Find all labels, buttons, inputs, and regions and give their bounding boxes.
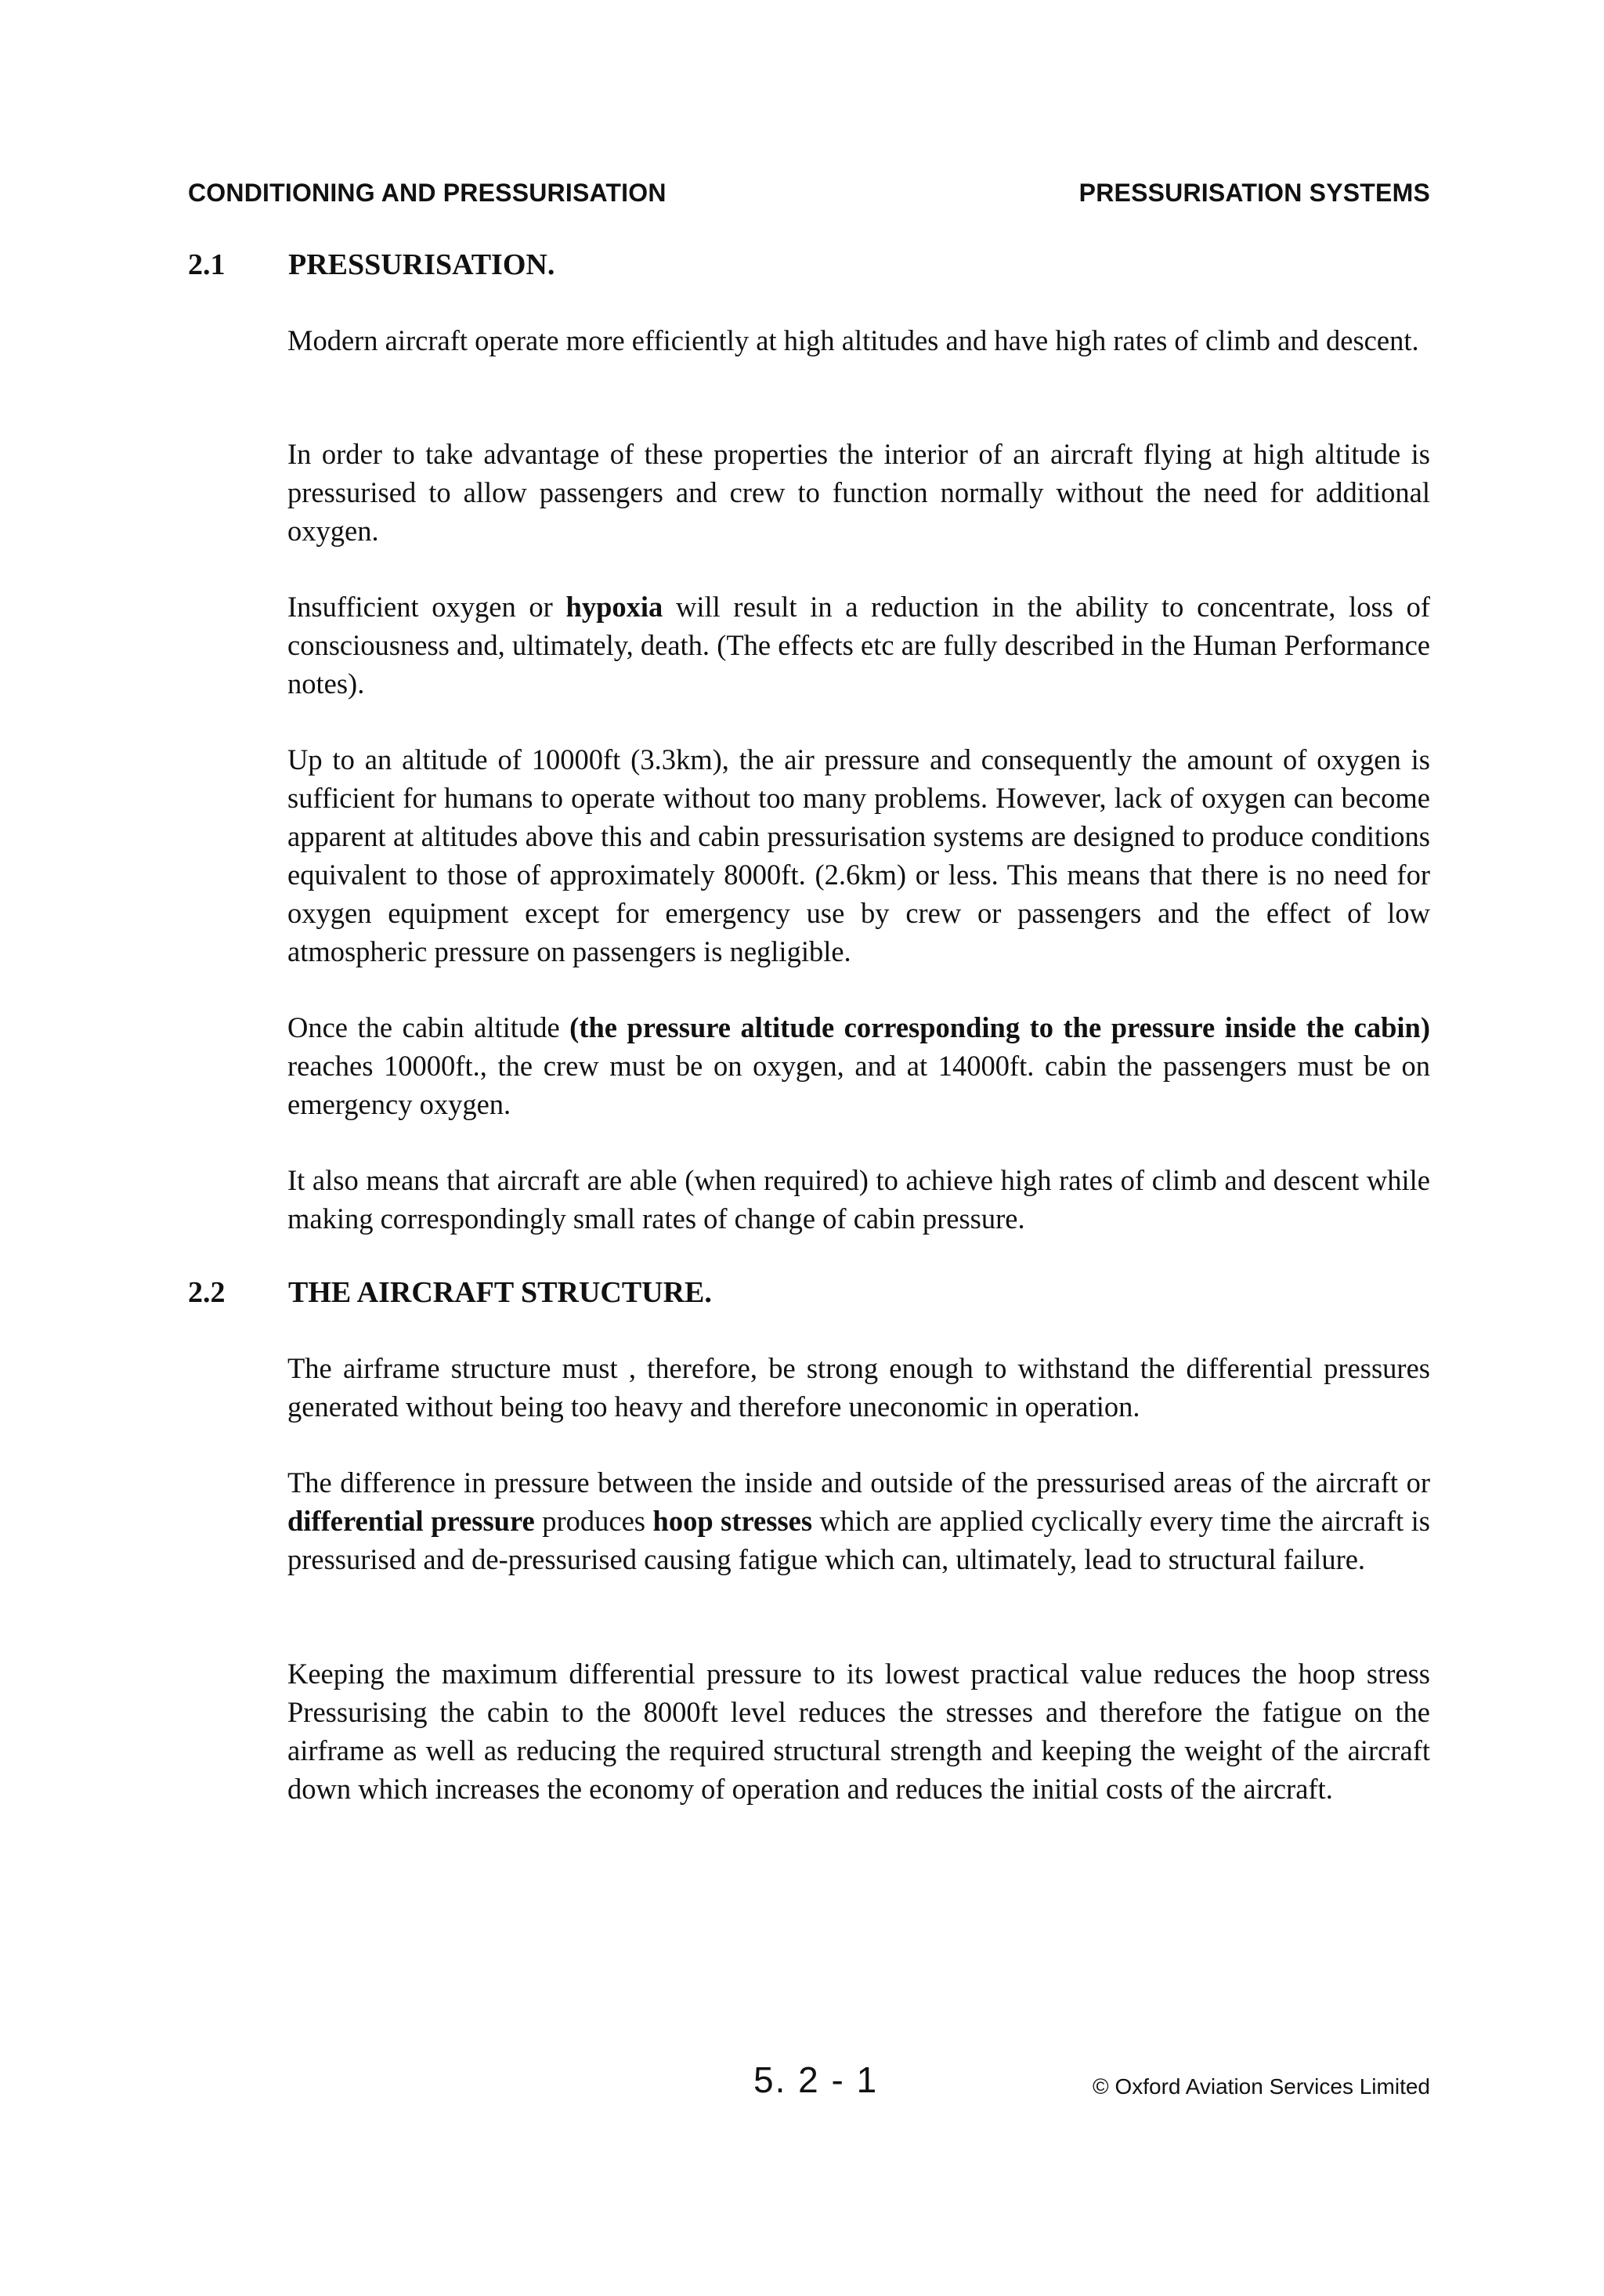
term-hypoxia: hypoxia bbox=[565, 591, 663, 623]
section-number: 2.1 bbox=[188, 248, 226, 281]
paragraph-text: Up to an altitude of 10000ft (3.3km), the air pressure and consequently the amount of oxygen is sufficient for humans to operate without too many problems. However, lack of oxygen can become apparent at altitudes above this and cabin pressurisation systems are designed to produce conditions equivalent to those of approximately 8000ft. (2.6km) or less. This means that there is no need for oxygen equipment except for emergency use by crew or passengers and the effect of low atmospheric pressure on passengers is negligible. bbox=[287, 743, 1430, 967]
paragraph-text: reaches 10000ft., the crew must be on oxygen, and at 14000ft. cabin the passengers must be on emergency oxygen. bbox=[287, 1050, 1430, 1120]
paragraph-text: will result in a reduction in the ability to concentrate, loss of consciousness and, ultimately, death. (The effects etc are fully described in the Human Performance notes). bbox=[287, 591, 1430, 700]
paragraph-text: It also means that aircraft are able (when required) to achieve high rates of climb and descent while making correspondingly small rates of change of cabin pressure. bbox=[287, 1164, 1430, 1235]
paragraph-text: In order to take advantage of these properties the interior of an aircraft flying at high altitude is pressurised to allow passengers and crew to function normally without the need for additional oxygen. bbox=[287, 438, 1430, 547]
paragraph-text: Insufficient oxygen or bbox=[287, 591, 566, 623]
running-header bbox=[188, 179, 1430, 208]
paragraph-text: Once the cabin altitude bbox=[287, 1011, 570, 1043]
paragraph-text: which are applied cyclically every time the aircraft is pressurised and de-pressurised causing fatigue which can, ultimately, lead to structural failure. bbox=[287, 1505, 1431, 1575]
term-hoop-stresses: hoop stresses bbox=[652, 1505, 813, 1537]
paragraph bbox=[287, 740, 1430, 971]
paragraph bbox=[287, 435, 1430, 550]
section-title: THE AIRCRAFT STRUCTURE. bbox=[288, 1276, 712, 1309]
paragraph bbox=[287, 1008, 1430, 1123]
section-heading-2-1 bbox=[188, 248, 555, 282]
cabin-altitude-definition: (the pressure altitude corresponding to the pressure inside the cabin) bbox=[569, 1011, 1431, 1043]
paragraph-text: Modern aircraft operate more efficiently at high altitudes and have high rates of climb and descent. bbox=[287, 324, 1419, 356]
paragraph-text: Keeping the maximum differential pressure to its lowest practical value reduces the hoop stress Pressurising the cabin to the 8000ft level reduces the stresses and therefore the fatigue on the airframe as well as reducing the required structural strength and keeping the weight of the aircraft down which increases the economy of operation and reduces the initial costs of the aircraft. bbox=[287, 1658, 1430, 1805]
paragraph bbox=[287, 321, 1430, 360]
paragraph-text: The difference in pressure between the inside and outside of the pressurised areas of the aircraft or bbox=[287, 1466, 1430, 1499]
header-section-title: PRESSURISATION SYSTEMS bbox=[1078, 179, 1430, 207]
section-number: 2.2 bbox=[188, 1276, 226, 1309]
paragraph bbox=[287, 1161, 1430, 1238]
paragraph bbox=[287, 1654, 1430, 1808]
copyright-notice: © Oxford Aviation Services Limited bbox=[1093, 2074, 1430, 2099]
term-differential-pressure: differential pressure bbox=[287, 1505, 535, 1537]
paragraph bbox=[287, 1463, 1430, 1578]
paragraph bbox=[287, 1349, 1430, 1426]
section-title: PRESSURISATION. bbox=[288, 248, 555, 281]
page-number: 5. 2 - 1 bbox=[753, 2059, 879, 2100]
section-heading-2-2 bbox=[188, 1275, 712, 1310]
paragraph bbox=[287, 588, 1430, 703]
header-chapter-title: CONDITIONING AND PRESSURISATION bbox=[188, 179, 667, 207]
paragraph-text: produces bbox=[534, 1505, 653, 1537]
paragraph-text: The airframe structure must , therefore, be strong enough to withstand the differential pressures generated without being too heavy and therefore uneconomic in operation. bbox=[287, 1352, 1430, 1423]
